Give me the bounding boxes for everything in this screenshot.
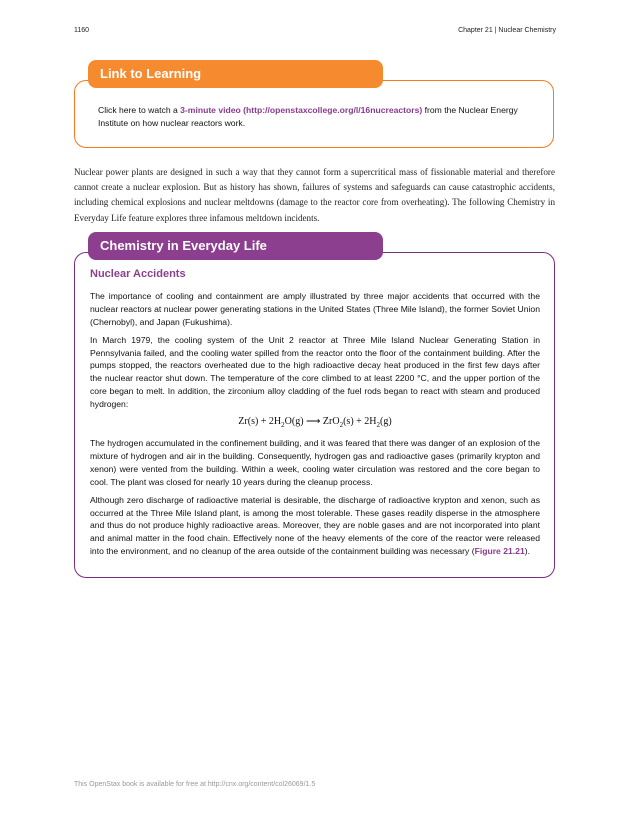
eq-h2-state: (g)	[380, 416, 392, 428]
paragraph-4-text: Although zero discharge of radioactive material is desirable, the discharge of radioactive krypton and xenon, such as occurred at the Three Mile Island plant, is among the most tolerable. These gases readily disperse in the atmosphere and thus do not produce highly radioactive areas. Moreover, they are noble gases and are not incorporated into plant and animal matter in the food chain. Effectively none of the heavy elements of the core of the reactor were released into the environment, and no cleanup of the area outside of the containment building was necessary (	[90, 494, 540, 557]
eq-o: O	[284, 416, 292, 428]
section-heading: Nuclear Accidents	[90, 268, 186, 280]
footer-text: This OpenStax book is available for free at http://cnx.org/content/col26069/1.5	[74, 781, 316, 788]
everyday-life-content	[90, 268, 540, 563]
eq-zro: ZrO	[322, 416, 340, 428]
eq-plus-2: + 2H	[353, 416, 377, 428]
ltl-text-after: from the Nuclear Energy Institute on how nuclear reactors work.	[98, 105, 518, 128]
chapter-title: Chapter 21 | Nuclear Chemistry	[458, 27, 556, 34]
ltl-text-before: Click here to watch a	[98, 105, 181, 115]
link-to-learning-text	[98, 104, 528, 129]
eq-h2o-state: (g)	[291, 416, 304, 428]
paragraph-4-end: ).	[524, 546, 530, 557]
eq-zro2-sub: 2	[339, 421, 344, 430]
chemical-equation	[90, 416, 540, 432]
eq-plus-1: + 2H	[258, 416, 282, 428]
eq-h2o-sub: 2	[281, 421, 285, 430]
page-number: 1160	[74, 27, 90, 34]
body-paragraph: Nuclear power plants are designed in such a way that they cannot form a supercritical mass of fissionable material and therefore cannot create a nuclear explosion. But as history has shown, failures of systems and safeguards can cause catastrophic accidents, including chemical explosions and nuclear meltdowns (damage to the reactor core from overheating). The following Chemistry in Everyday Life feature explores three infamous meltdown incidents.	[74, 167, 555, 223]
everyday-life-title: Chemistry in Everyday Life	[88, 232, 383, 260]
eq-h2-sub: 2	[376, 421, 381, 430]
paragraph-2: In March 1979, the cooling system of the Unit 2 reactor at Three Mile Island Nuclear Generating Station in Pennsylvania failed, and the cooling water spilled from the reactor onto the floor of the containment building. After the pumps stopped, the reactors overheated due to the high radioactive decay heat produced in the first few days after the nuclear reactor shut down. The temperature of the core climbed to at least 2200 °C, and the upper portion of the core began to melt. In addition, the zirconium alloy cladding of the fuel rods began to react with steam and produced hydrogen:	[90, 334, 540, 410]
eq-zr-state: (s)	[247, 416, 259, 428]
video-link[interactable]: 3-minute video (http://openstaxcollege.org/l/16nucreactors)	[180, 105, 423, 115]
figure-link[interactable]: Figure 21.21	[474, 546, 525, 557]
paragraph-3: The hydrogen accumulated in the confinement building, and it was feared that there was danger of an explosion of the mixture of hydrogen and air in the building. Consequently, hydrogen gas and radioactive gases (primarily krypton and xenon) were vented from the building. Within a week, cooling water circulation was restored and the core began to cool. The plant was closed for nearly 10 years during the cleanup process.	[90, 437, 540, 487]
paragraph-4	[90, 494, 540, 559]
link-to-learning-title: Link to Learning	[88, 60, 383, 88]
eq-zro2-state: (s)	[343, 416, 354, 428]
eq-zr: Zr	[238, 416, 248, 428]
paragraph-1: The importance of cooling and containment are amply illustrated by three major accidents that occurred with the nuclear reactors at nuclear power generating stations in the United States (Three Mile Island), the former Soviet Union (Chernobyl), and Japan (Fukushima).	[90, 290, 540, 327]
eq-arrow: ⟶	[303, 416, 323, 428]
